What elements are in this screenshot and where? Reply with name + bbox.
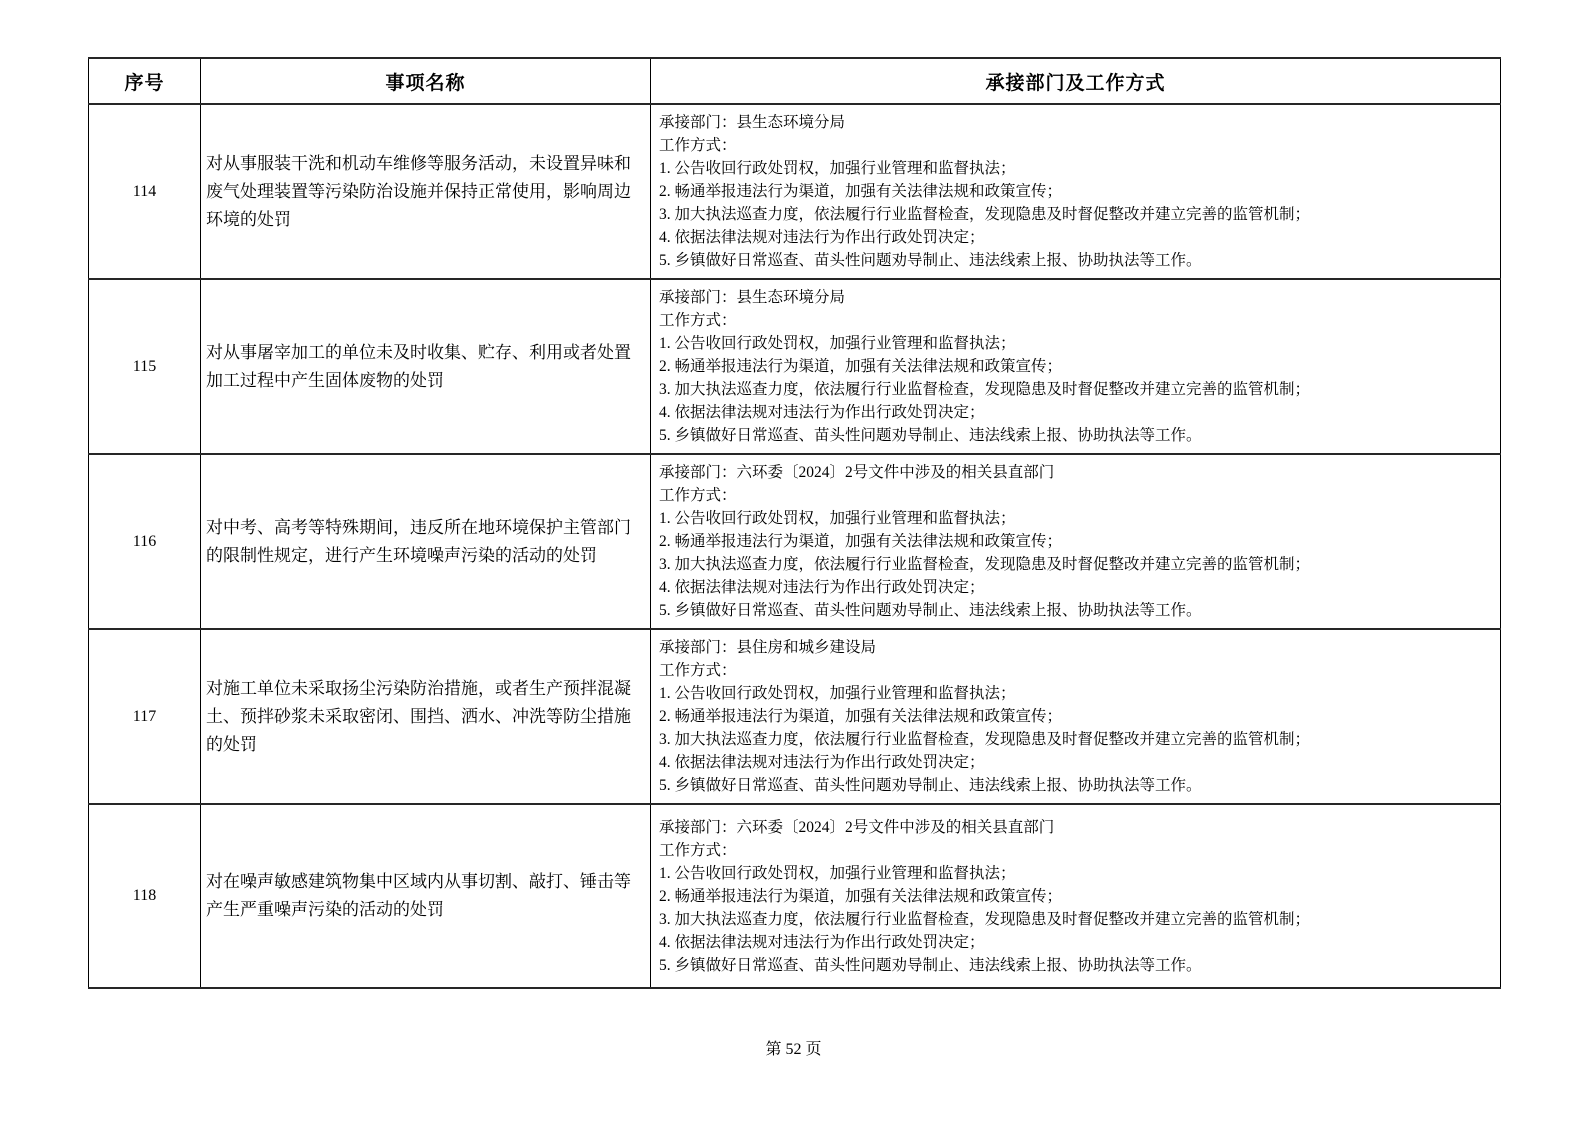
method-line: 3. 加大执法巡查力度，依法履行行业监督检查，发现隐患及时督促整改并建立完善的监管机制； <box>659 206 1311 223</box>
work-mode-label: 工作方式： <box>659 487 737 504</box>
method-line: 5. 乡镇做好日常巡查、苗头性问题劝导制止、违法线索上报、协助执法等工作。 <box>659 956 1202 974</box>
method-line: 1. 公告收回行政处罚权，加强行业管理和监督执法； <box>659 510 1016 527</box>
row-department-cell <box>651 804 1501 988</box>
header-row <box>89 58 1501 104</box>
method-list <box>659 862 1490 977</box>
department-content <box>659 636 1490 797</box>
row-serial-number: 117 <box>89 629 201 804</box>
work-mode-label: 工作方式： <box>659 662 737 679</box>
row-serial-number: 116 <box>89 454 201 629</box>
department-line: 承接部门：县生态环境分局 <box>659 114 846 131</box>
table-row <box>89 104 1501 279</box>
row-serial-number: 118 <box>89 804 201 988</box>
method-line: 1. 公告收回行政处罚权，加强行业管理和监督执法； <box>659 160 1016 177</box>
method-list <box>659 157 1490 272</box>
method-line: 4. 依据法律法规对违法行为作出行政处罚决定； <box>659 229 985 246</box>
row-item-name: 对施工单位未采取扬尘污染防治措施，或者生产预拌混凝土、预拌砂浆未采取密闭、围挡、洒水、冲洗等防尘措施的处罚 <box>201 629 651 804</box>
method-line: 5. 乡镇做好日常巡查、苗头性问题劝导制止、违法线索上报、协助执法等工作。 <box>659 252 1202 269</box>
method-line: 5. 乡镇做好日常巡查、苗头性问题劝导制止、违法线索上报、协助执法等工作。 <box>659 777 1202 794</box>
department-line: 承接部门：县住房和城乡建设局 <box>659 639 877 656</box>
items-table <box>88 57 1501 989</box>
department-line: 承接部门：六环委〔2024〕2号文件中涉及的相关县直部门 <box>659 818 1055 836</box>
method-line: 1. 公告收回行政处罚权，加强行业管理和监督执法； <box>659 864 1016 882</box>
table-row <box>89 279 1501 454</box>
header-department-workmode: 承接部门及工作方式 <box>651 58 1501 104</box>
method-list <box>659 507 1490 622</box>
method-line: 2. 畅通举报违法行为渠道，加强有关法律法规和政策宣传； <box>659 533 1063 550</box>
method-list <box>659 682 1490 797</box>
method-line: 3. 加大执法巡查力度，依法履行行业监督检查，发现隐患及时督促整改并建立完善的监管机制； <box>659 381 1311 398</box>
table-row <box>89 454 1501 629</box>
row-item-name: 对从事屠宰加工的单位未及时收集、贮存、利用或者处置加工过程中产生固体废物的处罚 <box>201 279 651 454</box>
method-line: 5. 乡镇做好日常巡查、苗头性问题劝导制止、违法线索上报、协助执法等工作。 <box>659 602 1202 619</box>
row-department-cell <box>651 629 1501 804</box>
table-row <box>89 629 1501 804</box>
method-line: 2. 畅通举报违法行为渠道，加强有关法律法规和政策宣传； <box>659 887 1063 905</box>
department-content <box>659 286 1490 447</box>
header-item-name: 事项名称 <box>201 58 651 104</box>
method-line: 5. 乡镇做好日常巡查、苗头性问题劝导制止、违法线索上报、协助执法等工作。 <box>659 427 1202 444</box>
row-department-cell <box>651 454 1501 629</box>
method-line: 2. 畅通举报违法行为渠道，加强有关法律法规和政策宣传； <box>659 358 1063 375</box>
method-line: 2. 畅通举报违法行为渠道，加强有关法律法规和政策宣传； <box>659 183 1063 200</box>
row-serial-number: 115 <box>89 279 201 454</box>
work-mode-label: 工作方式： <box>659 137 737 154</box>
method-line: 1. 公告收回行政处罚权，加强行业管理和监督执法； <box>659 685 1016 702</box>
department-content <box>659 461 1490 622</box>
work-mode-label: 工作方式： <box>659 841 737 859</box>
table-row <box>89 804 1501 988</box>
department-line: 承接部门：县生态环境分局 <box>659 289 846 306</box>
row-department-cell <box>651 104 1501 279</box>
header-serial-number: 序号 <box>89 58 201 104</box>
row-item-name: 对从事服装干洗和机动车维修等服务活动，未设置异味和废气处理装置等污染防治设施并保持正常使用，影响周边环境的处罚 <box>201 104 651 279</box>
method-line: 3. 加大执法巡查力度，依法履行行业监督检查，发现隐患及时督促整改并建立完善的监管机制； <box>659 731 1311 748</box>
department-line: 承接部门：六环委〔2024〕2号文件中涉及的相关县直部门 <box>659 464 1055 481</box>
method-line: 4. 依据法律法规对违法行为作出行政处罚决定； <box>659 579 985 596</box>
table-body <box>89 104 1501 988</box>
department-content <box>659 816 1490 977</box>
method-line: 4. 依据法律法规对违法行为作出行政处罚决定； <box>659 933 985 951</box>
method-line: 3. 加大执法巡查力度，依法履行行业监督检查，发现隐患及时督促整改并建立完善的监管机制； <box>659 910 1311 928</box>
method-line: 4. 依据法律法规对违法行为作出行政处罚决定； <box>659 754 985 771</box>
row-department-cell <box>651 279 1501 454</box>
method-line: 4. 依据法律法规对违法行为作出行政处罚决定； <box>659 404 985 421</box>
page-number: 第 52 页 <box>765 1041 822 1058</box>
method-line: 3. 加大执法巡查力度，依法履行行业监督检查，发现隐患及时督促整改并建立完善的监管机制； <box>659 556 1311 573</box>
row-item-name: 对中考、高考等特殊期间，违反所在地环境保护主管部门的限制性规定，进行产生环境噪声污染的活动的处罚 <box>201 454 651 629</box>
method-list <box>659 332 1490 447</box>
row-serial-number: 114 <box>89 104 201 279</box>
method-line: 2. 畅通举报违法行为渠道，加强有关法律法规和政策宣传； <box>659 708 1063 725</box>
work-mode-label: 工作方式： <box>659 312 737 329</box>
row-item-name: 对在噪声敏感建筑物集中区域内从事切割、敲打、锤击等产生严重噪声污染的活动的处罚 <box>201 804 651 988</box>
method-line: 1. 公告收回行政处罚权，加强行业管理和监督执法； <box>659 335 1016 352</box>
department-content <box>659 111 1490 272</box>
